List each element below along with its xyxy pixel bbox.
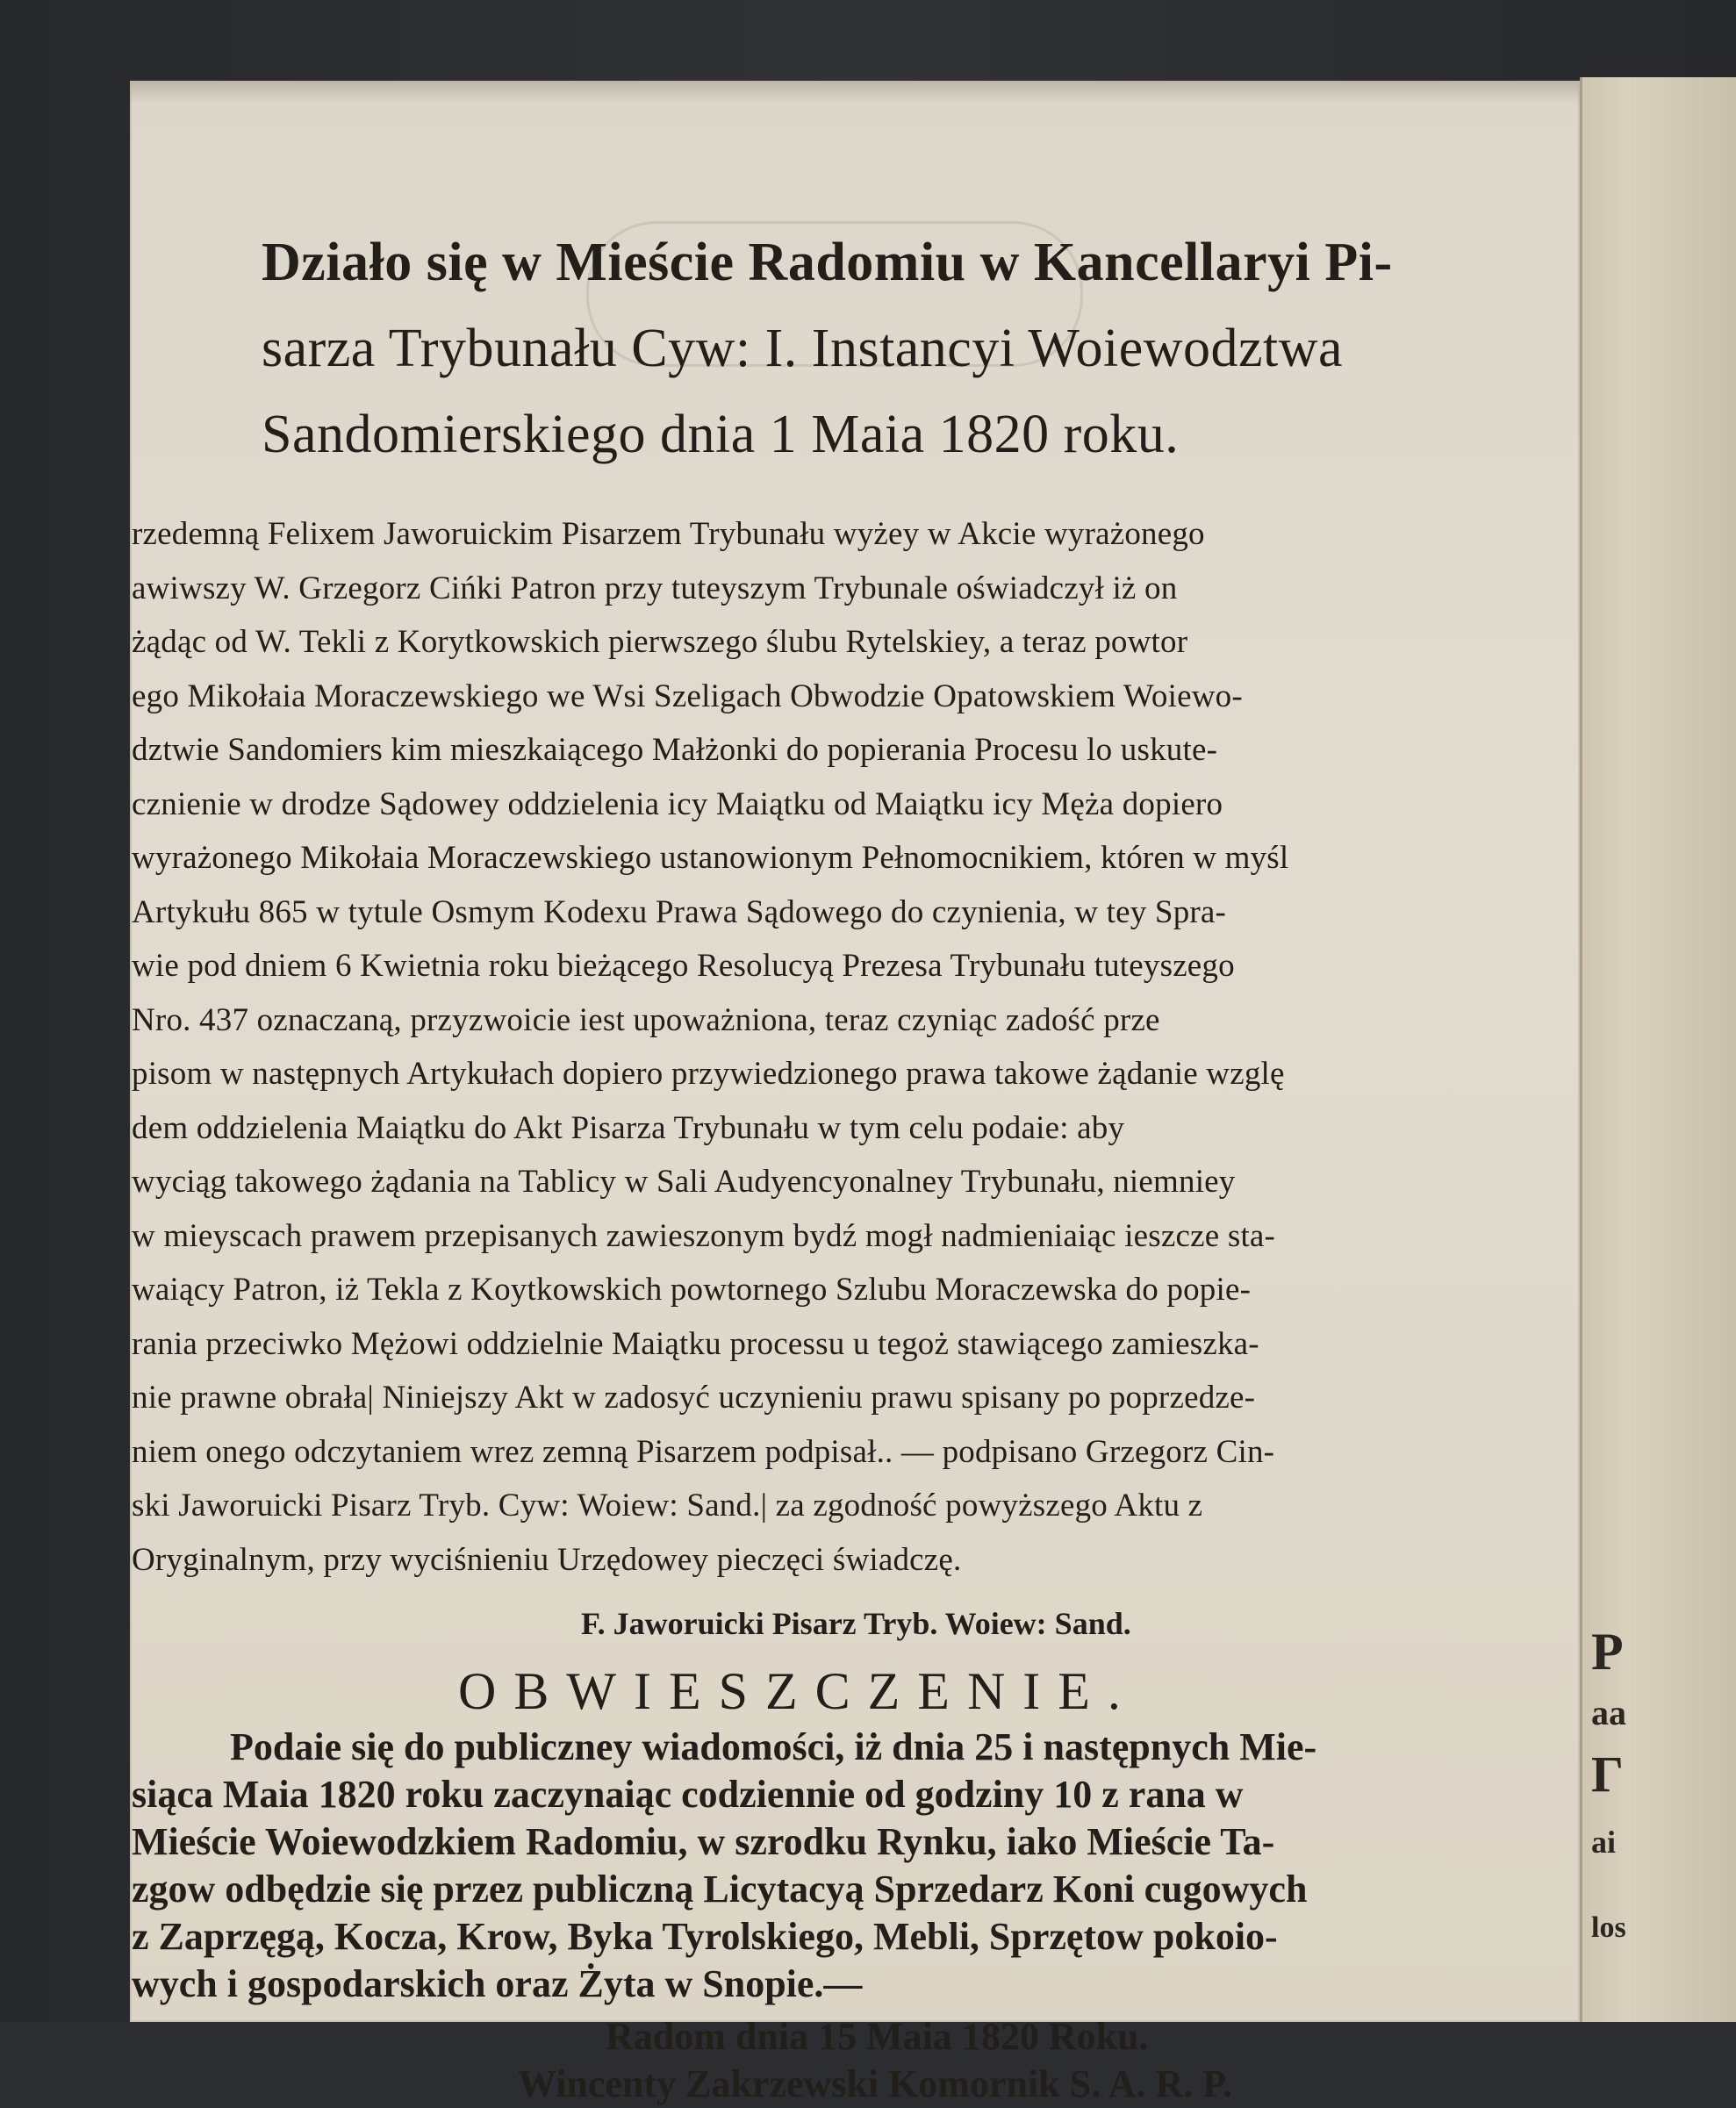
notice-line: zgow odbędzie się przez publiczną Licytacyą Sprzedarz Koni cugowych bbox=[132, 1868, 1308, 1911]
body-line: niem onego odczytaniem wrez zemną Pisarzem podpisał.. — podpisano Grzegorz Cin- bbox=[132, 1433, 1275, 1470]
adjacent-fragment: ai bbox=[1591, 1825, 1617, 1860]
clerk-signature: F. Jaworuicki Pisarz Tryb. Woiew: Sand. bbox=[581, 1606, 1131, 1641]
adjacent-fragment: Г bbox=[1591, 1746, 1624, 1803]
body-line: awiwszy W. Grzegorz Cińki Patron przy tuteyszym Trybunale oświadczył iż on bbox=[132, 570, 1178, 606]
notice-body bbox=[132, 1724, 1483, 2008]
document-title bbox=[262, 219, 1402, 477]
notice-line: wych i gospodarskich oraz Żyta w Snopie.— bbox=[132, 1962, 863, 2005]
body-line: Artykułu 865 w tytule Osmym Kodexu Prawa Sądowego do czynienia, w tey Spra- bbox=[132, 893, 1227, 930]
notice-heading: OBWIESZCZENIE. bbox=[458, 1662, 1138, 1720]
notice-line: siąca Maia 1820 roku zaczynaiąc codziennie od godziny 10 z rana w bbox=[132, 1773, 1244, 1816]
adjacent-fragment: aa bbox=[1591, 1693, 1626, 1732]
body-line: żądąc od W. Tekli z Korytkowskich pierwszego ślubu Rytelskiey, a teraz powtor bbox=[132, 624, 1188, 660]
notice-line: z Zaprzęgą, Kocza, Krow, Byka Tyrolskiego, Mebli, Sprzętow pokoio- bbox=[132, 1915, 1278, 1958]
title-line: Działo się w Mieście Radomiu w Kancellaryi Pi- bbox=[262, 233, 1393, 292]
body-line: pisom w następnych Artykułach dopiero przywiedzionego prawa takowe żądanie wzglę bbox=[132, 1056, 1285, 1092]
notice-line: Mieście Woiewodzkiem Radomiu, w szrodku Rynku, iako Mieście Ta- bbox=[132, 1820, 1275, 1863]
body-line: waiący Patron, iż Tekla z Koytkowskich powtornego Szlubu Moraczewska do popie- bbox=[132, 1272, 1252, 1308]
body-line: cznienie w drodze Sądowey oddzielenia icy Maiątku od Maiątku icy Męża dopiero bbox=[132, 785, 1223, 822]
document-content bbox=[132, 219, 1466, 2108]
title-line: Sandomierskiego dnia 1 Maia 1820 roku. bbox=[262, 405, 1180, 464]
body-line: dztwie Sandomiers kim mieszkaiącego Małżonki do popierania Procesu lo uskute- bbox=[132, 732, 1218, 768]
body-line: wyrażonego Mikołaia Moraczewskiego ustanowionym Pełnomocnikiem, któren w myśl bbox=[132, 840, 1289, 876]
body-line: ski Jaworuicki Pisarz Tryb. Cyw: Woiew: Sand.| za zgodność powyższego Aktu z bbox=[132, 1488, 1203, 1524]
adjacent-fragment: los bbox=[1591, 1911, 1626, 1944]
body-line: wyciąg takowego żądania na Tablicy w Sali Audyencyonalney Trybunału, niemniey bbox=[132, 1164, 1236, 1200]
bailiff-signature: Wincenty Zakrzewski Komornik S. A. R. P. bbox=[518, 2062, 1233, 2105]
act-body bbox=[132, 507, 1461, 1587]
body-line: w mieyscach prawem przepisanych zawieszonym bydź mogł nadmieniaiąc ieszcze sta- bbox=[132, 1217, 1276, 1254]
body-line: ego Mikołaia Moraczewskiego we Wsi Szeligach Obwodzie Opatowskiem Woiewo- bbox=[132, 678, 1243, 714]
adjacent-page-edge bbox=[1580, 77, 1736, 2022]
body-line: rania przeciwko Mężowi oddzielnie Maiątku processu u tegoż stawiącego zamieszka- bbox=[132, 1325, 1259, 1362]
body-line: dem oddzielenia Maiątku do Akt Pisarza Trybunału w tym celu podaie: aby bbox=[132, 1109, 1125, 1146]
body-line: Oryginalnym, przy wyciśnieniu Urzędowey pieczęci świadczę. bbox=[132, 1541, 962, 1578]
place-and-date: Radom dnia 15 Maia 1820 Roku. bbox=[606, 2015, 1149, 2058]
body-line: wie pod dniem 6 Kwietnia roku bieżącego Resolucyą Prezesa Trybunału tuteyszego bbox=[132, 948, 1235, 984]
title-line: sarza Trybunału Cyw: I. Instancyi Woiewodztwa bbox=[262, 319, 1344, 378]
notice-line: Podaie się do publiczney wiadomości, iż dnia 25 i następnych Mie- bbox=[230, 1725, 1317, 1768]
body-line: rzedemną Felixem Jaworuickim Pisarzem Trybunału wyżey w Akcie wyrażonego bbox=[132, 516, 1205, 552]
body-line: Nro. 437 oznaczaną, przyzwoicie iest upoważniona, teraz czyniąc zadość prze bbox=[132, 1001, 1160, 1038]
body-line: nie prawne obrała| Niniejszy Akt w zadosyć uczynieniu prawu spisany po poprzedze- bbox=[132, 1380, 1256, 1416]
adjacent-fragment: P bbox=[1591, 1623, 1624, 1681]
